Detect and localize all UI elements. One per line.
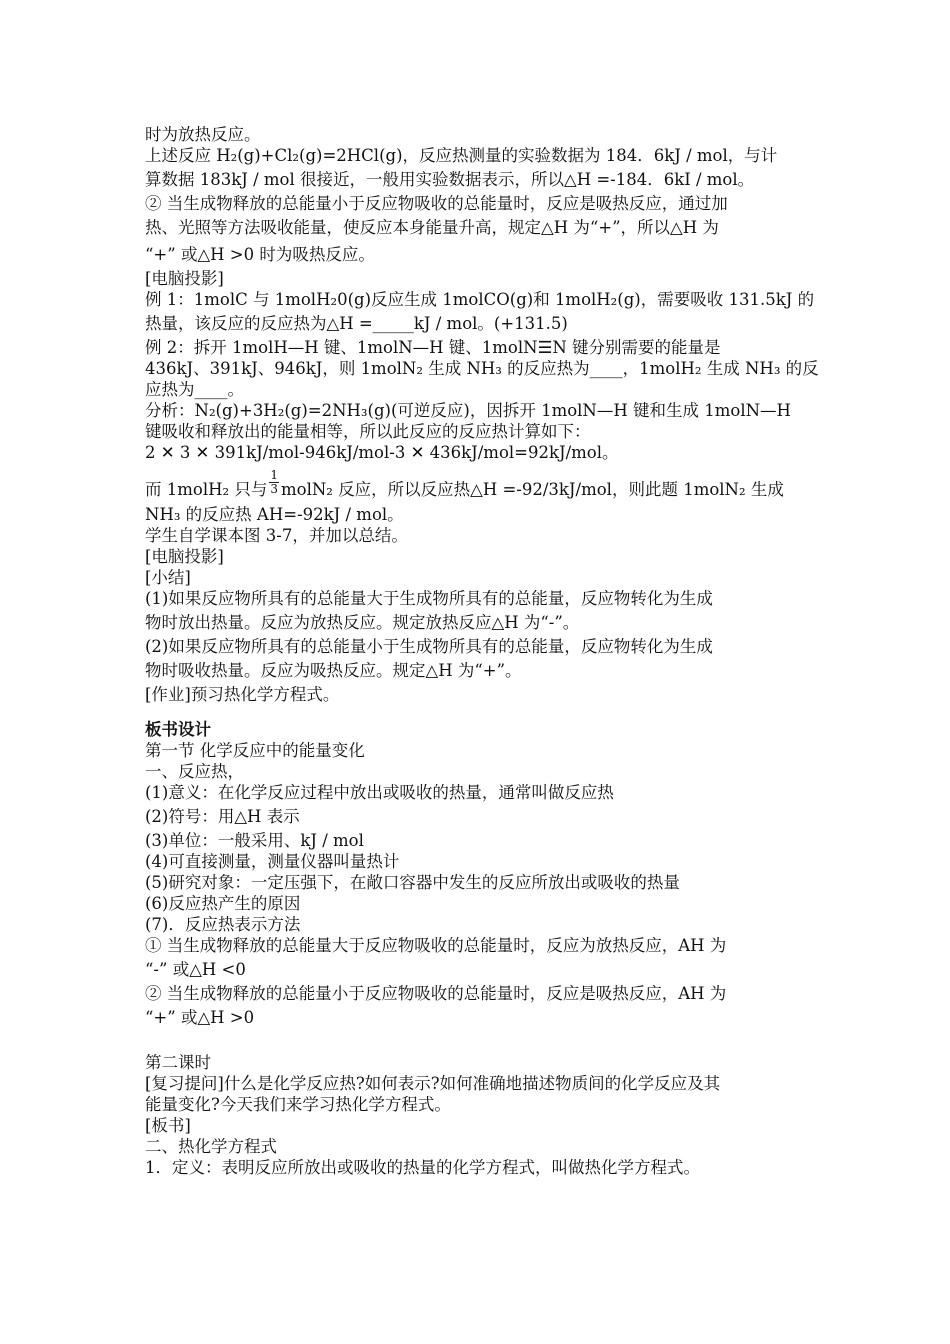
text-line: (3)单位：一般采用、kJ / mol xyxy=(145,831,364,850)
text-line: 物时吸收热量。反应为吸热反应。规定△H 为“+”。 xyxy=(145,661,522,680)
text-line: 时为放热反应。 xyxy=(145,125,261,144)
text-line: [电脑投影] xyxy=(145,269,224,288)
text-line: ② 当生成物释放的总能量小于反应物吸收的总能量时，反应是吸热反应，通过加 xyxy=(145,194,728,213)
text-line: 2 ✕ 3 ✕ 391kJ/mol-946kJ/mol-3 ✕ 436kJ/mol=92kJ/mol。 xyxy=(145,443,619,462)
text-line: 第二课时 xyxy=(145,1053,211,1072)
text-line: NH₃ 的反应热 AH=-92kJ / mol。 xyxy=(145,505,404,524)
text-line: 学生自学课本图 3-7，并加以总结。 xyxy=(145,526,408,545)
text-line: 一、反应热， xyxy=(145,762,244,781)
text-line: 能量变化?今天我们来学习热化学方程式。 xyxy=(145,1095,451,1114)
fraction-line-before: 而 1molH₂ 只与 xyxy=(145,480,268,499)
fraction-numerator: 1 xyxy=(270,468,278,482)
text-line: ② 当生成物释放的总能量小于反应物吸收的总能量时，反应是吸热反应，AH 为 xyxy=(145,984,727,1003)
fraction-denominator: 3 xyxy=(270,482,278,496)
text-line: [电脑投影] xyxy=(145,547,224,566)
board-design-heading: 板书设计 xyxy=(145,720,211,739)
text-line: [作业]预习热化学方程式。 xyxy=(145,685,340,704)
text-line: (4)可直接测量，测量仪器叫量热计 xyxy=(145,852,400,871)
text-line: (7)．反应热表示方法 xyxy=(145,915,301,934)
text-line: (1)如果反应物所具有的总能量大于生成物所具有的总能量，反应物转化为生成 xyxy=(145,589,713,608)
text-line: 436kJ、391kJ、946kJ，则 1molN₂ 生成 NH₃ 的反应热为____，1molH₂ 生成 NH₃ 的反 xyxy=(145,359,819,378)
text-line: 热、光照等方法吸收能量，使反应本身能量升高，规定△H 为“+”，所以△H 为 xyxy=(145,218,719,237)
text-line: “+” 或△H >0 xyxy=(145,1008,255,1027)
text-line: 第一节 化学反应中的能量变化 xyxy=(145,741,365,760)
document-page xyxy=(145,124,819,1178)
text-line: [小结] xyxy=(145,568,191,587)
text-line: 二、热化学方程式 xyxy=(145,1137,277,1156)
text-line: 键吸收和释放出的能量相等，所以此反应的反应热计算如下： xyxy=(145,422,591,441)
fraction-one-third xyxy=(269,469,279,496)
text-line: 例 2：拆开 1molH—H 键、1molN—H 键、1molN☰N 键分别需要的能量是 xyxy=(145,338,721,357)
text-line: 上述反应 H₂(g)+Cl₂(g)=2HCl(g)，反应热测量的实验数据为 184．6kJ / mol，与计 xyxy=(145,146,778,165)
text-line: (5)研究对象：一定压强下，在敞口容器中发生的反应所放出或吸收的热量 xyxy=(145,873,680,892)
text-line: 例 1：1molC 与 1molH₂0(g)反应生成 1molCO(g)和 1molH₂(g)，需要吸收 131.5kJ 的 xyxy=(145,290,815,309)
text-line: (6)反应热产生的原因 xyxy=(145,894,301,913)
text-line: (1)意义：在化学反应过程中放出或吸收的热量，通常叫做反应热 xyxy=(145,783,614,802)
text-line: 热量，该反应的反应热为△H =_____kJ / mol。(+131.5) xyxy=(145,314,568,333)
text-line: “-” 或△H <0 xyxy=(145,960,246,979)
text-line: 算数据 183kJ / mol 很接近，一般用实验数据表示，所以△H =-184．6kI / mol。 xyxy=(145,170,755,189)
text-line: “+” 或△H >0 时为吸热反应。 xyxy=(145,245,375,264)
text-line: 应热为____。 xyxy=(145,380,244,399)
fraction-line-after: molN₂ 反应，所以反应热△H =-92/3kJ/mol，则此题 1molN₂ 生成 xyxy=(281,480,784,499)
text-line: (2)如果反应物所具有的总能量小于生成物所具有的总能量，反应物转化为生成 xyxy=(145,637,713,656)
text-line: (2)符号：用△H 表示 xyxy=(145,807,300,826)
text-line: 分析：N₂(g)+3H₂(g)=2NH₃(g)(可逆反应)，因拆开 1molN—H 键和生成 1molN—H xyxy=(145,401,791,420)
text-line: 1．定义：表明反应所放出或吸收的热量的化学方程式，叫做热化学方程式。 xyxy=(145,1158,700,1177)
text-line: [复习提问]什么是化学反应热?如何表示?如何准确地描述物质间的化学反应及其 xyxy=(145,1074,721,1093)
text-line: [板书] xyxy=(145,1116,191,1135)
text-line: ① 当生成物释放的总能量大于反应物吸收的总能量时，反应为放热反应，AH 为 xyxy=(145,936,727,955)
fraction-line xyxy=(145,468,810,504)
text-line: 物时放出热量。反应为放热反应。规定放热反应△H 为“-”。 xyxy=(145,613,580,632)
